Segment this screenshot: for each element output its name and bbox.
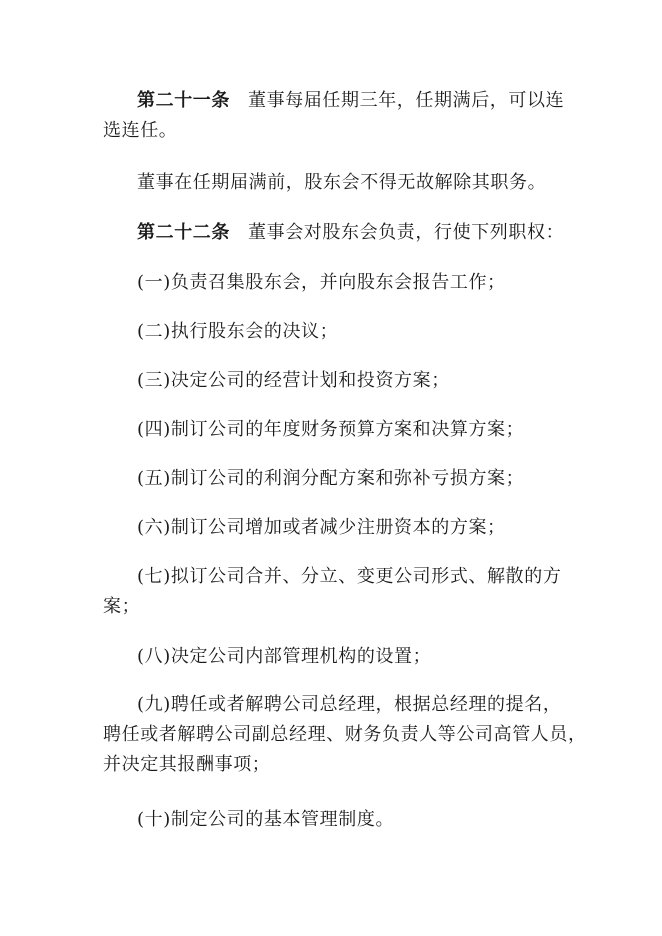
article-21-heading: 第二十一条	[137, 90, 230, 111]
list-item-10: (十)制定公司的基本管理制度。	[137, 809, 395, 830]
list-item-2: (二)执行股东会的决议；	[137, 321, 339, 342]
article-21-line1: 董事每届任期三年，任期满后，可以连	[248, 90, 565, 111]
article-21	[103, 86, 565, 146]
article-22	[103, 218, 565, 248]
list-item-7-line1: (七)拟订公司合并、分立、变更公司形式、解散的方	[137, 566, 562, 587]
list-item-1: (一)负责召集股东会，并向股东会报告工作；	[137, 272, 506, 293]
article-21-paragraph-2: 董事在任期届满前，股东会不得无故解除其职务。	[137, 172, 547, 193]
list-item-9	[103, 690, 587, 780]
list-item-3: (三)决定公司的经营计划和投资方案；	[137, 370, 450, 391]
list-item-7-line2: 案；	[103, 596, 141, 617]
list-item-5: (五)制订公司的利润分配方案和弥补亏损方案；	[137, 468, 525, 489]
list-item-4: (四)制订公司的年度财务预算方案和决算方案；	[137, 419, 525, 440]
list-item-9-line2: 聘任或者解聘公司副总经理、财务负责人等公司高管人员，	[103, 724, 587, 745]
article-21-line2: 选连任。	[103, 120, 178, 141]
list-item-6: (六)制订公司增加或者减少注册资本的方案；	[137, 517, 506, 538]
article-22-text: 董事会对股东会负责，行使下列职权：	[248, 222, 565, 243]
list-item-7	[103, 562, 562, 622]
list-item-8: (八)决定公司内部管理机构的设置；	[137, 646, 432, 667]
list-item-9-line3: 并决定其报酬事项；	[103, 754, 271, 775]
list-item-9-line1: (九)聘任或者解聘公司总经理，根据总经理的提名，	[137, 694, 562, 715]
article-22-heading: 第二十二条	[137, 222, 230, 243]
